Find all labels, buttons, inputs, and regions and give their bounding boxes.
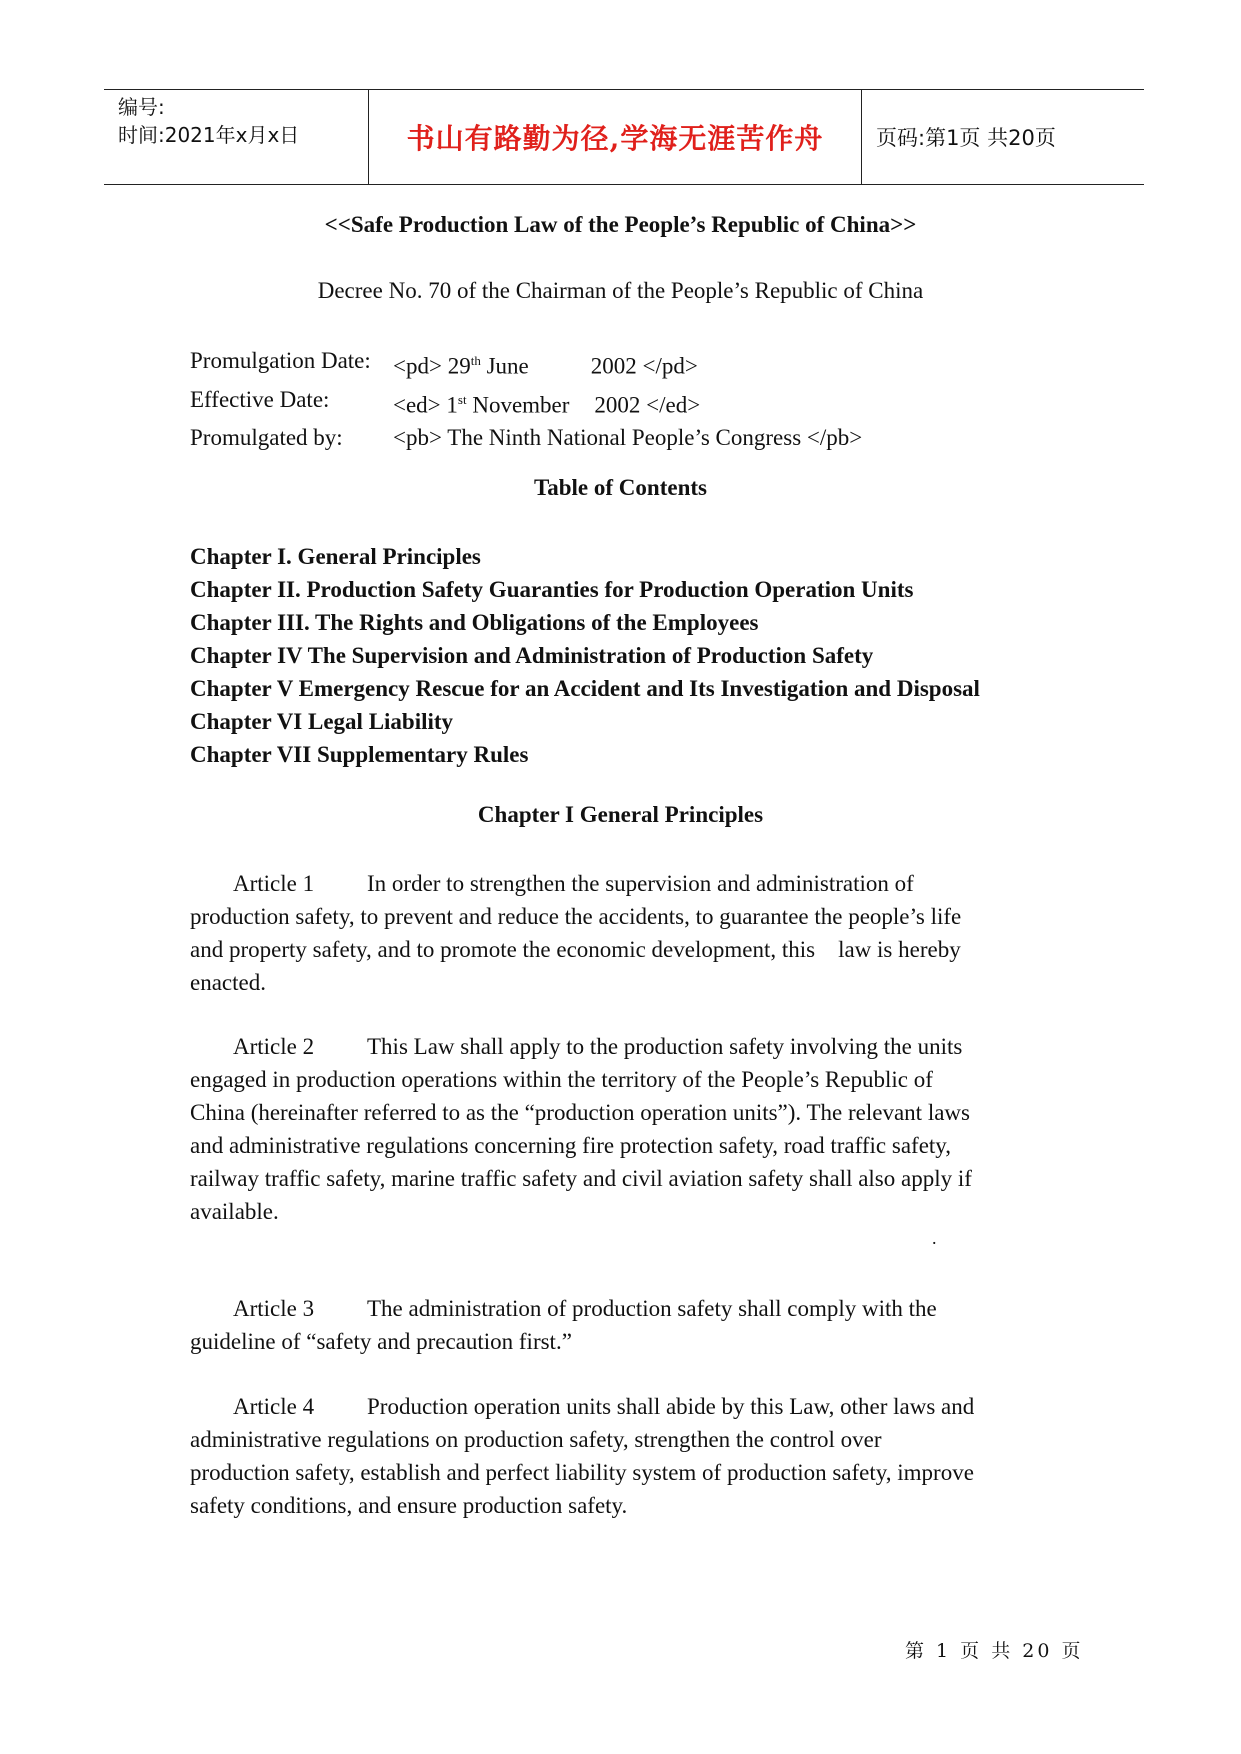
- toc-item: Chapter VII Supplementary Rules: [190, 742, 529, 767]
- toc-item: Chapter IV The Supervision and Administration of Production Safety: [190, 643, 874, 668]
- article-line: and property safety, and to promote the economic development, this law is hereby: [190, 937, 961, 962]
- article-line: Production operation units shall abide by this Law, other laws and: [367, 1394, 975, 1419]
- toc-title: Table of Contents: [534, 475, 707, 500]
- effective-date-value: <ed> 1st November 2002 </ed>: [393, 391, 701, 418]
- article-line: China (hereinafter referred to as the “production operation units”). The relevant laws: [190, 1100, 970, 1125]
- article-4: [190, 1390, 1060, 1522]
- promulgation-date-value: <pd> 29th June 2002 </pd>: [393, 353, 698, 379]
- article-line: In order to strengthen the supervision and administration of: [367, 871, 914, 896]
- promulgated-by-value: <pb> The Ninth National People’s Congress </pb>: [393, 425, 863, 451]
- article-line: This Law shall apply to the production safety involving the units: [367, 1034, 963, 1059]
- article-line: safety conditions, and ensure production safety.: [190, 1493, 628, 1518]
- header-page-label: 页码:第1页 共20页: [876, 126, 1056, 150]
- toc-item: Chapter II. Production Safety Guaranties for Production Operation Units: [190, 577, 914, 602]
- effective-date-row: [190, 383, 862, 422]
- article-1: [190, 867, 1060, 999]
- stray-mark: .: [932, 1228, 937, 1248]
- page-footer: 第 1 页 共 20 页: [905, 1640, 1084, 1662]
- promulgation-date-row: [190, 344, 862, 383]
- header-time-label: 时间:2021年x月x日: [118, 123, 300, 147]
- header-motto: 书山有路勤为径,学海无涯苦作舟: [369, 90, 862, 184]
- header-number-label: 编号:: [118, 95, 165, 119]
- article-line: The administration of production safety shall comply with the: [367, 1296, 937, 1321]
- toc-item: Chapter VI Legal Liability: [190, 709, 454, 734]
- table-of-contents: [190, 540, 980, 771]
- article-line: guideline of “safety and precaution first.”: [190, 1329, 572, 1354]
- article-line: enacted.: [190, 970, 266, 995]
- article-line: and administrative regulations concerning fire protection safety, road traffic safety,: [190, 1133, 952, 1158]
- promulgated-by-row: [190, 421, 862, 454]
- toc-item: Chapter I. General Principles: [190, 544, 481, 569]
- article-line: railway traffic safety, marine traffic safety and civil aviation safety shall also apply if: [190, 1166, 972, 1191]
- effective-date-label: Effective Date:: [190, 386, 330, 412]
- article-number: Article 1: [233, 871, 315, 896]
- article-number: Article 3: [233, 1296, 315, 1321]
- article-line: production safety, to prevent and reduce the accidents, to guarantee the people’s life: [190, 904, 962, 929]
- page-header: [104, 89, 1144, 185]
- toc-item: Chapter III. The Rights and Obligations of the Employees: [190, 610, 759, 635]
- header-left-cell: [104, 90, 369, 184]
- document-title: <<Safe Production Law of the People’s Republic of China>>: [324, 212, 917, 237]
- toc-item: Chapter V Emergency Rescue for an Accident and Its Investigation and Disposal: [190, 676, 980, 701]
- promulgation-date-label: Promulgation Date:: [190, 348, 371, 373]
- article-2: [190, 1030, 1060, 1228]
- promulgated-by-label: Promulgated by:: [190, 425, 343, 451]
- article-number: Article 4: [233, 1394, 315, 1419]
- chapter-title: Chapter I General Principles: [477, 802, 764, 827]
- article-line: production safety, establish and perfect liability system of production safety, improve: [190, 1460, 974, 1485]
- article-line: engaged in production operations within the territory of the People’s Republic of: [190, 1067, 933, 1092]
- decree-line: Decree No. 70 of the Chairman of the People’s Republic of China: [317, 278, 924, 303]
- article-3: [190, 1292, 1060, 1358]
- article-number: Article 2: [233, 1034, 315, 1059]
- article-line: available.: [190, 1199, 279, 1224]
- article-line: administrative regulations on production safety, strengthen the control over: [190, 1427, 882, 1452]
- document-meta: [190, 344, 862, 454]
